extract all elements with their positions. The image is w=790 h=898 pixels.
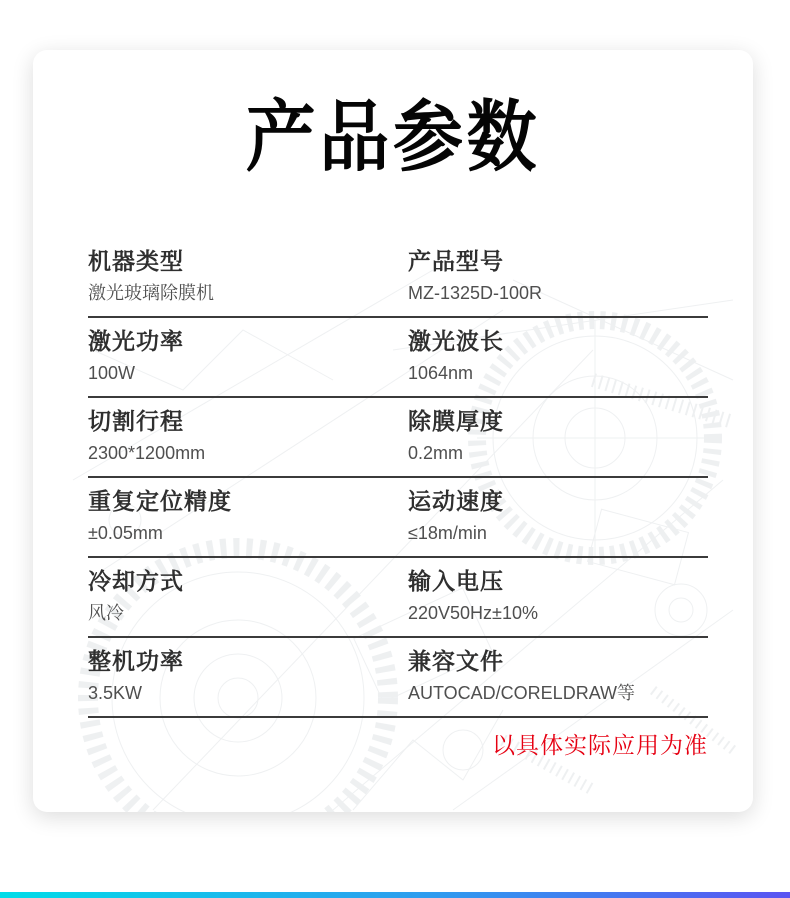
spec-cell — [408, 566, 708, 636]
spec-row — [88, 318, 708, 398]
spec-label: 输入电压 — [408, 568, 504, 594]
spec-row — [88, 478, 708, 558]
spec-cell — [408, 486, 708, 556]
spec-value: 3.5KW — [88, 683, 143, 703]
spec-table — [88, 238, 708, 718]
spec-value: 220V50Hz±10% — [408, 603, 538, 623]
spec-cell — [88, 406, 408, 476]
spec-label: 除膜厚度 — [408, 408, 504, 434]
spec-row — [88, 238, 708, 318]
spec-label: 兼容文件 — [408, 648, 504, 674]
spec-cell — [88, 486, 408, 556]
spec-value: 1064nm — [408, 363, 474, 383]
spec-cell — [88, 246, 408, 316]
spec-value: AUTOCAD/CORELDRAW等 — [408, 683, 636, 703]
spec-cell — [408, 326, 708, 396]
accent-gradient-bar — [0, 892, 790, 898]
spec-row — [88, 558, 708, 638]
spec-value: ≤18m/min — [408, 523, 487, 543]
spec-cell — [88, 566, 408, 636]
spec-value: 100W — [88, 363, 136, 383]
spec-cell — [408, 646, 708, 716]
page-title: 产品参数 — [245, 90, 541, 182]
spec-value: 激光玻璃除膜机 — [88, 283, 214, 303]
spec-label: 激光功率 — [88, 328, 184, 354]
spec-row — [88, 398, 708, 478]
spec-label: 产品型号 — [408, 248, 504, 274]
spec-cell — [88, 646, 408, 716]
spec-label: 冷却方式 — [88, 568, 184, 594]
spec-label: 切割行程 — [88, 408, 184, 434]
spec-label: 运动速度 — [408, 488, 504, 514]
spec-value: MZ-1325D-100R — [408, 283, 543, 303]
spec-value: 0.2mm — [408, 443, 464, 463]
spec-value: ±0.05mm — [88, 523, 163, 543]
spec-label: 激光波长 — [408, 328, 504, 354]
spec-cell — [408, 406, 708, 476]
spec-label: 整机功率 — [88, 648, 184, 674]
spec-cell — [88, 326, 408, 396]
disclaimer-note: 以具体实际应用为准 — [492, 732, 708, 758]
spec-value: 风冷 — [88, 603, 124, 623]
spec-label: 重复定位精度 — [88, 488, 232, 514]
spec-cell — [408, 246, 708, 316]
spec-value: 2300*1200mm — [88, 443, 206, 463]
product-parameters-card — [33, 50, 753, 812]
spec-row — [88, 638, 708, 718]
spec-label: 机器类型 — [88, 248, 184, 274]
